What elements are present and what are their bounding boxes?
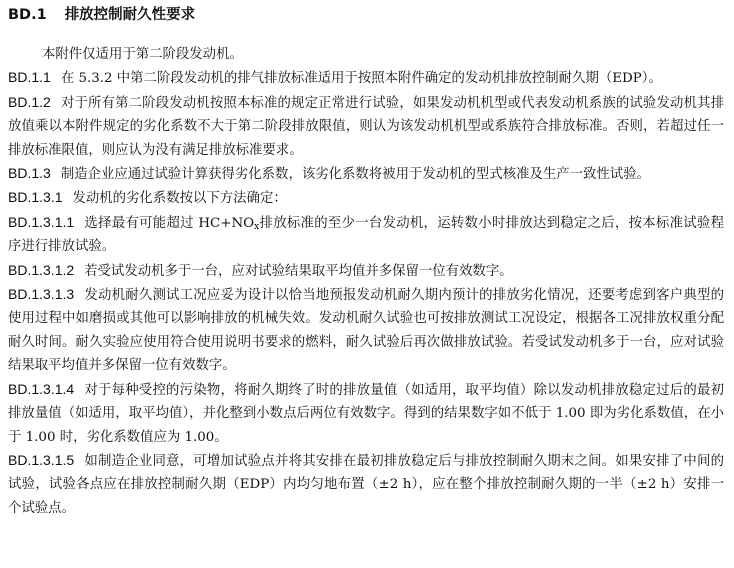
clause-number: BD.1.3.1.1 xyxy=(8,213,75,230)
nox-subscript: x xyxy=(254,221,260,232)
section-title: 排放控制耐久性要求 xyxy=(64,7,196,23)
clause-text: 若受试发动机多于一台，应对试验结果取平均值并多保留一位有效数字。 xyxy=(84,263,513,279)
section-heading xyxy=(8,4,724,26)
clause-number: BD.1.3.1.4 xyxy=(8,380,75,397)
clause-bd-1-3-1-5 xyxy=(8,449,724,520)
clause-text: 制造企业应通过试验计算获得劣化系数，该劣化系数将被用于发动机的型式核准及生产一致性试验。 xyxy=(60,167,650,183)
clause-text: 对于所有第二阶段发动机按照本标准的规定正常进行试验，如果发动机机型或代表发动机系族的试验发动机其排放值乘以本附件规定的劣化系数不大于第二阶段排放限值，则认为该发动机机型或系族符合排放标准。否则，若超过任一排放标准限值，则应认为没有满足排放标准要求。 xyxy=(8,95,724,158)
clause-bd-1-3-1-3 xyxy=(8,283,724,378)
clause-bd-1-2 xyxy=(8,91,724,162)
clause-text: 对于每种受控的污染物，将耐久期终了时的排放量值（如适用，取平均值）除以发动机排放稳定过后的最初排放量值（如适用，取平均值），并化整到小数点后两位有效数字。得到的结果数字如不低于 1.00 即为劣化系数值，在小于 1.00 时，劣化系数值应为 1.00。 xyxy=(8,382,724,445)
clause-text: 在 5.3.2 中第二阶段发动机的排气排放标准适用于按照本附件确定的发动机排放控制耐久期（EDP）。 xyxy=(60,71,662,87)
clause-bd-1-3-1-1 xyxy=(8,211,724,259)
clause-number: BD.1.3.1.2 xyxy=(8,261,75,278)
clause-bd-1-3-1-4 xyxy=(8,378,724,449)
section-number: BD.1 xyxy=(8,7,47,23)
clause-bd-1-3 xyxy=(8,162,724,186)
clause-number: BD.1.3 xyxy=(8,165,51,182)
intro-paragraph: 本附件仅适用于第二阶段发动机。 xyxy=(42,47,243,62)
clause-text-before: 选择最有可能超过 HC+NO xyxy=(84,215,255,231)
clause-number: BD.1.3.1.3 xyxy=(8,286,75,303)
clause-bd-1-3-1-2 xyxy=(8,259,724,283)
clause-number: BD.1.3.1 xyxy=(8,189,63,206)
clause-bd-1-3-1 xyxy=(8,186,724,210)
clause-bd-1-1 xyxy=(8,66,724,90)
clause-text-after: 排放标准的至少一台发动机，运转数小时排放达到稳定之后，按本标准试验程序进行排放试验。 xyxy=(8,215,724,255)
clause-number: BD.1.2 xyxy=(8,93,51,110)
clause-number: BD.1.1 xyxy=(8,69,51,86)
clause-text: 发动机的劣化系数按以下方法确定： xyxy=(72,191,287,207)
clause-number: BD.1.3.1.5 xyxy=(8,451,75,468)
clause-text: 发动机耐久测试工况应妥为设计以恰当地预报发动机耐久期内预计的排放劣化情况，还要考虑到客户典型的使用过程中如磨损或其他可以影响排放的机械失效。发动机耐久试验也可按排放测试工况设定，根据各工况排放权重分配耐久时间。耐久实验应使用符合使用说明书要求的燃料，耐久试验后再次做排放试验。若受试发动机多于一台，应对试验结果取平均值并多保留一位有效数字。 xyxy=(8,288,724,374)
clause-text: 如制造企业同意，可增加试验点并将其安排在最初排放稳定后与排放控制耐久期末之间。如果安排了中间的试验，试验各点应在排放控制耐久期（EDP）内均匀地布置（±2 h），应在整个排放控制耐久期的一半（±2 h）安排一个试验点。 xyxy=(8,453,724,516)
